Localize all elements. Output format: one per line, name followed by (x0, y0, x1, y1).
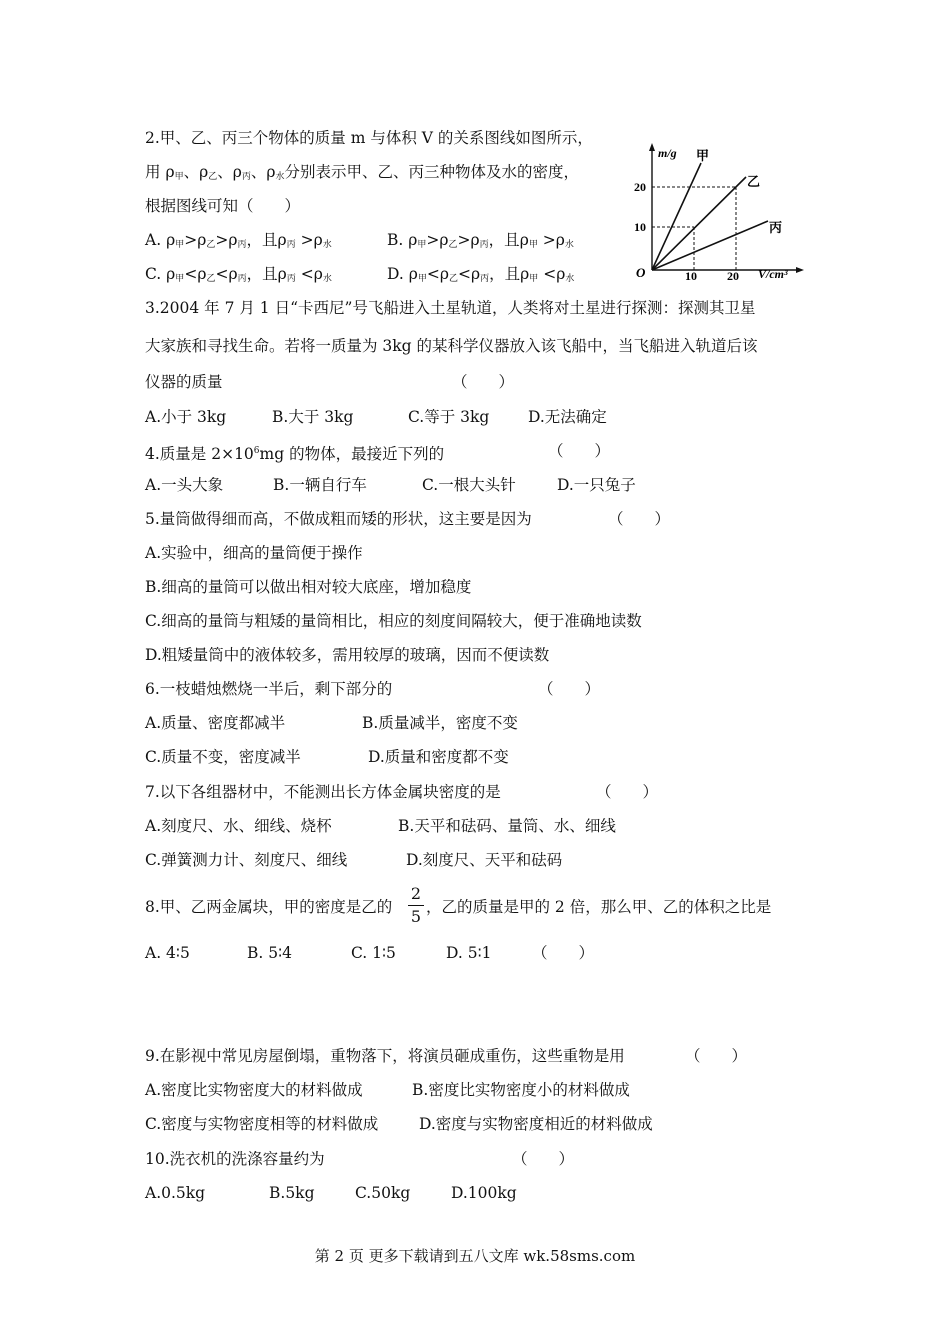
line-yi (652, 177, 746, 270)
q10-stem: 10.洗衣机的洗涤容量约为 (145, 1150, 325, 1168)
q7-option-a: A.刻度尺、水、细线、烧杯 (145, 817, 332, 835)
q3-stem-line1: 3.2004 年 7 月 1 日“卡西尼”号飞船进入土星轨道，人类将对土星进行探测：探测其卫星 (145, 299, 756, 317)
line-bing (652, 221, 768, 270)
q8-fraction-numerator: 2 (410, 884, 422, 903)
origin-label: O (636, 265, 646, 280)
q7-option-d: D.刻度尺、天平和砝码 (406, 851, 563, 869)
q2-mass-volume-graph (628, 140, 810, 280)
q8-answer-paren: （ ） (532, 944, 595, 962)
q2-stem-line1: 2.甲、乙、丙三个物体的质量 m 与体积 V 的关系图线如图所示， (145, 129, 593, 147)
q4-option-b: B.一辆自行车 (273, 476, 367, 494)
q10-option-a: A.0.5kg (145, 1184, 206, 1202)
q7-answer-paren: （ ） (596, 783, 659, 801)
q3-option-d: D.无法确定 (528, 408, 607, 426)
q6-option-b: B.质量减半，密度不变 (362, 714, 518, 732)
q8-fraction-denominator: 5 (410, 907, 422, 926)
q8-fraction-bar (408, 905, 424, 906)
q9-answer-paren: （ ） (685, 1047, 748, 1065)
q2-option-a: A. $\rho_甲>\rho_乙>\rho_丙$，且$\rho_丙 >\rho_水$ (145, 231, 332, 250)
q6-option-c: C.质量不变，密度减半 (145, 748, 301, 766)
x-tick-20: 20 (727, 269, 739, 280)
q3-option-c: C.等于 3kg (408, 408, 490, 426)
q2-option-c: C. $\rho_甲<\rho_乙<\rho_丙$，且$\rho_丙 <\rho_水$ (145, 265, 332, 284)
y-tick-20: 20 (634, 180, 646, 194)
q2-option-d: D. $\rho_甲<\rho_乙<\rho_丙$，且$\rho_甲 <\rho_水$ (387, 265, 575, 284)
x-axis-label: V/cm³ (758, 267, 788, 280)
q5-answer-paren: （ ） (608, 510, 671, 528)
q10-option-d: D.100kg (451, 1184, 517, 1202)
label-jia: 甲 (696, 148, 710, 163)
q5-stem: 5.量筒做得细而高，不做成粗而矮的形状，这主要是因为 (145, 510, 532, 528)
q3-option-b: B.大于 3kg (272, 408, 354, 426)
q5-option-d: D.粗矮量筒中的液体较多，需用较厚的玻璃，因而不便读数 (145, 646, 550, 664)
q6-stem: 6.一枝蜡烛燃烧一半后，剩下部分的 (145, 680, 393, 698)
label-bing: 丙 (769, 220, 783, 235)
q5-option-c: C.细高的量筒与粗矮的量筒相比，相应的刻度间隔较大，便于准确地读数 (145, 612, 642, 630)
q4-option-d: D.一只兔子 (557, 476, 636, 494)
q5-option-a: A.实验中，细高的量筒便于操作 (145, 544, 363, 562)
page-footer: 第 2 页 更多下载请到五八文库 wk.58sms.com (314, 1247, 636, 1265)
q9-option-c: C.密度与实物密度相等的材料做成 (145, 1115, 379, 1133)
q2-stem-line3: 根据图线可知（ ） (145, 197, 301, 215)
q8-option-d: D. 5∶1 (446, 944, 492, 962)
q3-option-a: A.小于 3kg (145, 408, 227, 426)
q4-option-a: A.一头大象 (145, 476, 224, 494)
q7-option-b: B.天平和砝码、量筒、水、细线 (398, 817, 616, 835)
q8-stem-post: ，乙的质量是甲的 2 倍，那么甲、乙的体积之比是 (426, 898, 772, 916)
q8-option-a: A. 4∶5 (145, 944, 190, 962)
q4-answer-paren: （ ） (548, 442, 611, 460)
q3-stem-line3: 仪器的质量 (145, 373, 223, 391)
q9-option-b: B.密度比实物密度小的材料做成 (412, 1081, 630, 1099)
q10-option-c: C.50kg (355, 1184, 411, 1202)
label-yi: 乙 (747, 174, 761, 189)
x-axis-arrow (796, 267, 804, 273)
q6-option-d: D.质量和密度都不变 (368, 748, 509, 766)
q3-answer-paren: （ ） (452, 373, 515, 391)
q9-option-d: D.密度与实物密度相近的材料做成 (419, 1115, 653, 1133)
q2-option-b: B. $\rho_甲>\rho_乙>\rho_丙$，且$\rho_甲 >\rho_水$ (387, 231, 574, 250)
q2-stem-line2: 用 $\rho_甲$、$\rho_乙$、$\rho_丙$、$\rho_水$分别表示甲、乙、丙三种物体及水的密度， (145, 163, 580, 182)
q7-option-c: C.弹簧测力计、刻度尺、细线 (145, 851, 348, 869)
q8-option-c: C. 1∶5 (351, 944, 396, 962)
q6-answer-paren: （ ） (538, 680, 601, 698)
y-axis-label: m/g (658, 146, 677, 160)
q8-stem-pre: 8.甲、乙两金属块，甲的密度是乙的 (145, 898, 393, 916)
q9-stem: 9.在影视中常见房屋倒塌，重物落下，将演员砸成重伤，这些重物是用 (145, 1047, 625, 1065)
q8-option-b: B. 5∶4 (247, 944, 293, 962)
x-tick-10: 10 (685, 269, 697, 280)
y-tick-10: 10 (634, 220, 646, 234)
q10-option-b: B.5kg (269, 1184, 315, 1202)
q8-fraction (408, 884, 424, 927)
q10-answer-paren: （ ） (512, 1150, 575, 1168)
q6-option-a: A.质量、密度都减半 (145, 714, 286, 732)
y-axis-arrow (649, 143, 655, 151)
q7-stem: 7.以下各组器材中，不能测出长方体金属块密度的是 (145, 783, 501, 801)
q4-option-c: C.一根大头针 (422, 476, 516, 494)
q3-stem-line2: 大家族和寻找生命。若将一质量为 3kg 的某科学仪器放入该飞船中，当飞船进入轨道后该 (145, 337, 758, 355)
q5-option-b: B.细高的量筒可以做出相对较大底座，增加稳度 (145, 578, 472, 596)
q4-stem: 4.质量是 $2\times 10^6mg$ 的物体，最接近下列的 (145, 445, 445, 464)
q9-option-a: A.密度比实物密度大的材料做成 (145, 1081, 363, 1099)
